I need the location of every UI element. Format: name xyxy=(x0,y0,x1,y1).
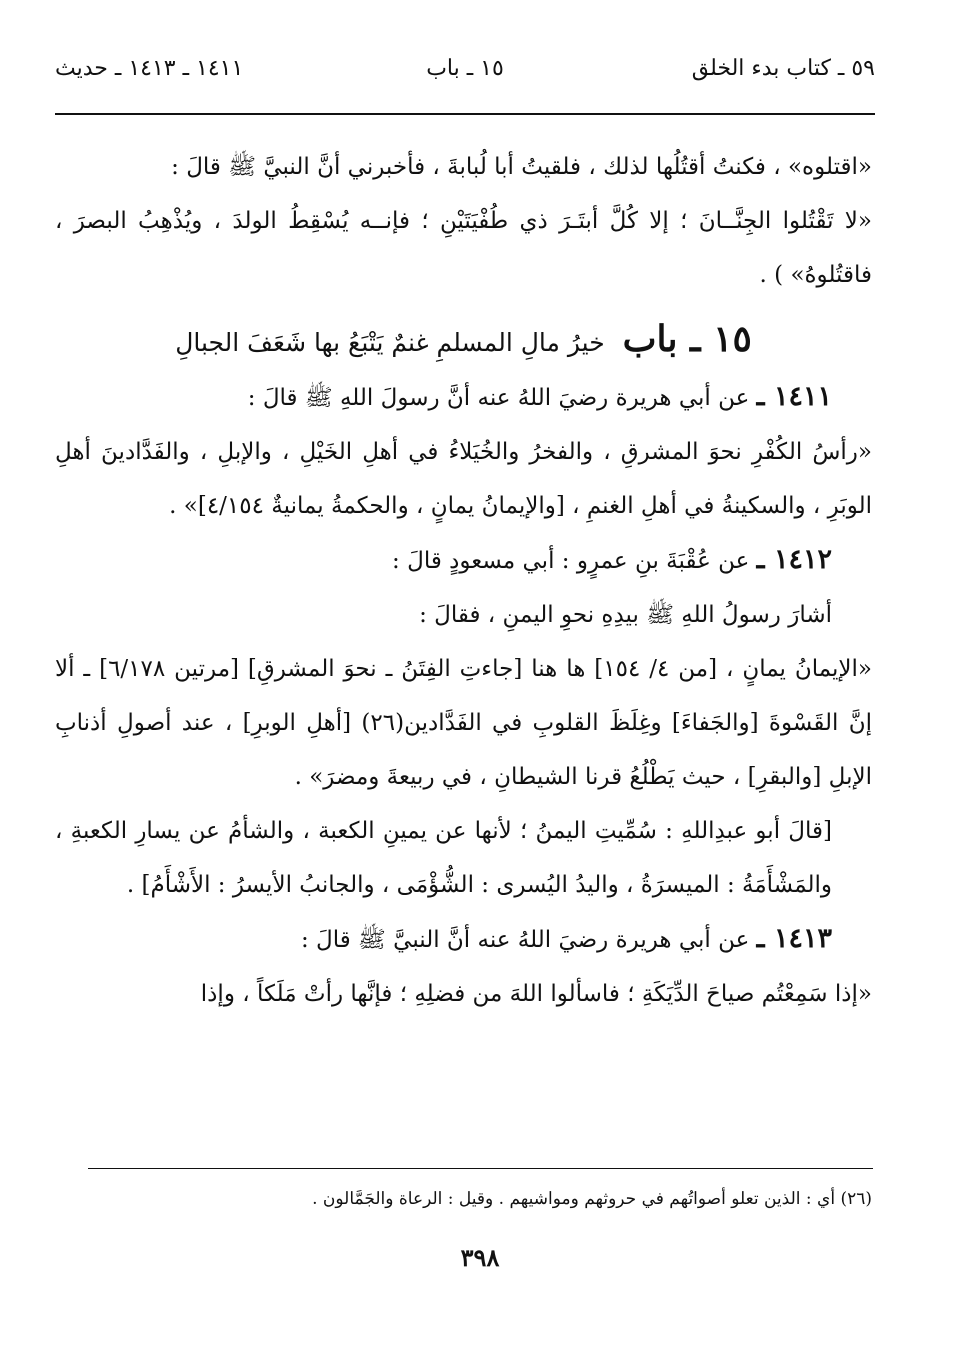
chapter-title: خيرُ مالِ المسلمِ غنمٌ يَتْبَعُ بها شَعَفَ الجبالِ xyxy=(175,328,605,357)
hadith-number-1411: ١٤١١ ـ xyxy=(756,381,832,412)
hadith-1411-intro xyxy=(55,370,872,425)
hadith-1412-description: أشارَ رسولُ اللهِ ﷺ بيدِهِ نحوِ اليمنِ ، فقالَ : xyxy=(419,602,832,628)
hadith-1412-intro xyxy=(55,533,872,588)
hadith-1413-narrator: عن أبي هريرة رضيَ اللهُ عنه أنَّ النبيَّ ﷺ قالَ : xyxy=(300,927,750,953)
page-number: ٣٩٨ xyxy=(460,1243,500,1272)
paragraph-2: «لا تَقْتُلوا الجِنَّــانَ ؛ إلا كُلَّ أبتَـرَ ذي طُفْيَتَيْنِ ؛ فإنــه يُسْقِطُ الولدَ ، ويُذْهِبُ البصرَ ، فاقتُلوهُ» ) . xyxy=(55,208,872,288)
hadith-number-1412: ١٤١٢ ـ xyxy=(756,544,832,575)
header-book-title: ٥٩ ـ كتاب بدء الخلق xyxy=(691,56,875,81)
footnote: (٢٦) أي : الذين تعلو أصواتُهم في حروثهم ومواشيهم . وقيل : الرعاة والجَمَّالون . xyxy=(312,1189,872,1209)
hadith-1411-text: «رأسُ الكُفْرِ نحوَ المشرقِ ، والفخرُ والخُيَلاءُ في أهلِ الخَيْلِ ، والإبلِ ، والفَدَّادينَ أهلِ الوبَرِ ، والسكينةُ في أهلِ الغنمِ ، [والإيمانُ يمانٍ ، والحكمةُ يمانيةٌ ٤/١٥٤]» . xyxy=(55,439,872,519)
paragraph-1: «اقتلوه» ، فكنتُ أقتُلُها لذلك ، فلقيتُ أبا لُبابةَ ، فأخبرني أنَّ النبيَّ ﷺ قالَ : xyxy=(171,154,872,180)
header-divider xyxy=(55,113,875,115)
hadith-1412-narrator: عن عُقْبَةَ بنِ عمرٍو : أبي مسعودٍ قالَ : xyxy=(392,548,750,574)
chapter-heading xyxy=(55,312,872,370)
hadith-1412-text: «الإيمانُ يمانٍ ، [من ٤/ ١٥٤] ها هنا [جاءتِ الفِتَنُ ـ نحوَ المشرقِ] [مرتين ٦/١٧٨] ـ ألا إنَّ القَسْوةَ [والجَفاءَ] وغِلَظَ القلوبِ في الفَدَّادين(٢٦) [أهلِ الوبرِ] ، عند أصولِ أذنابِ الإبلِ [والبقرِ] ، حيث يَطْلُعُ قرنا الشيطانِ ، في ربيعةَ ومضرَ» . xyxy=(55,656,873,790)
header-chapter: ١٥ ـ باب xyxy=(426,56,504,81)
running-header xyxy=(55,56,875,96)
page-body xyxy=(55,140,872,1021)
chapter-label: ١٥ ـ باب xyxy=(622,318,752,360)
hadith-1413-intro xyxy=(55,912,872,967)
header-hadith-range: ١٤١١ ـ ١٤١٣ ـ حديث xyxy=(55,56,244,81)
hadith-1411-narrator: عن أبي هريرة رضيَ اللهُ عنه أنَّ رسولَ اللهِ ﷺ قالَ : xyxy=(247,385,750,411)
footnote-divider xyxy=(88,1168,873,1169)
hadith-number-1413: ١٤١٣ ـ xyxy=(756,923,832,954)
hadith-1413-text: «إذا سَمِعْتُم صياحَ الدِّيَكَةِ ؛ فاسألوا اللهَ من فضلِهِ ؛ فإنَّها رأتْ مَلَكاً ، وإذا xyxy=(200,981,872,1007)
hadith-1412-commentary: [قالَ أبو عبدِاللهِ : سُمِّيتِ اليمنُ ؛ لأنها عن يمينِ الكعبة ، والشأمُ عن يسارِ الكعبةِ ، والمَشْأَمَةُ : الميسرَةُ ، واليدُ اليُسرى : الشُّؤْمَى ، والجانبُ الأيسرُ : الأَشْأَمُ] . xyxy=(55,818,832,898)
